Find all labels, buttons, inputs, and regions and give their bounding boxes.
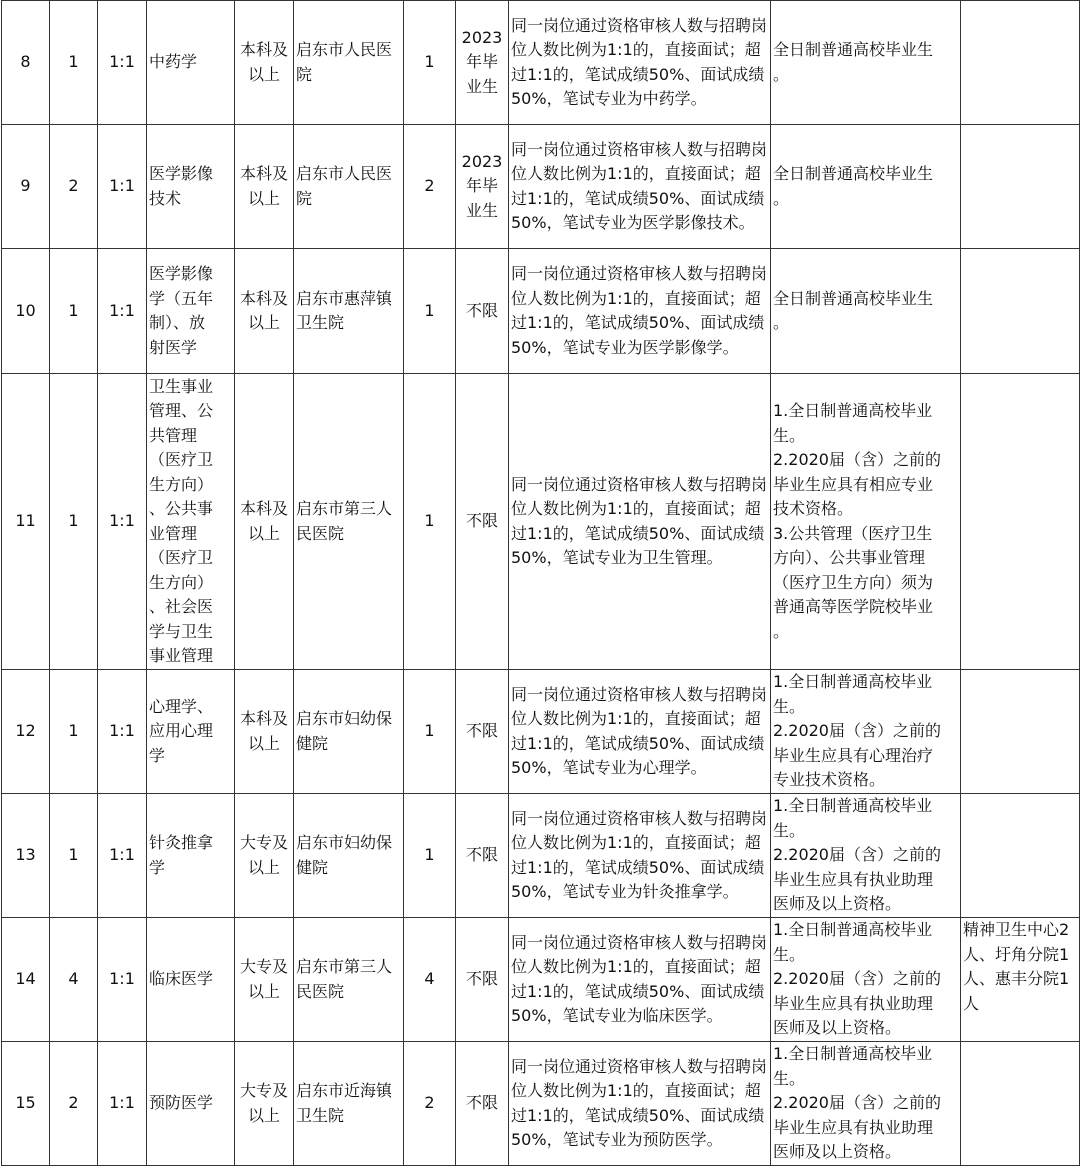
education-cell: 本科及 以上 [235, 125, 294, 249]
employer-cell: 启东市第三人 民医院 [294, 374, 404, 670]
major-cell: 中药学 [147, 1, 235, 125]
applicant-scope-cell: 不限 [456, 249, 509, 374]
notes-cell [961, 1042, 1080, 1166]
position-count-cell: 1 [404, 249, 456, 374]
applicant-scope-cell: 不限 [456, 918, 509, 1042]
applicant-scope-cell: 不限 [456, 670, 509, 794]
exam-method-cell: 同一岗位通过资格审核人数与招聘岗位人数比例为1:1的，直接面试；超过1:1的，笔试成绩50%、面试成绩50%，笔试专业为针灸推拿学。 [509, 794, 771, 918]
applicant-scope-cell: 不限 [456, 1042, 509, 1166]
hire-count-cell: 2 [50, 125, 98, 249]
applicant-scope-cell: 2023 年毕 业生 [456, 125, 509, 249]
major-cell: 预防医学 [147, 1042, 235, 1166]
position-count-cell: 2 [404, 1042, 456, 1166]
major-cell: 临床医学 [147, 918, 235, 1042]
post-number-cell: 14 [2, 918, 50, 1042]
hire-count-cell: 1 [50, 670, 98, 794]
exam-method-cell: 同一岗位通过资格审核人数与招聘岗位人数比例为1:1的，直接面试；超过1:1的，笔试成绩50%、面试成绩50%，笔试专业为医学影像学。 [509, 249, 771, 374]
position-count-cell: 1 [404, 374, 456, 670]
recruitment-table [1, 0, 1080, 1166]
requirements-cell: 全日制普通高校毕业生 。 [771, 125, 961, 249]
hire-count-cell: 1 [50, 794, 98, 918]
education-cell: 大专及 以上 [235, 794, 294, 918]
requirements-cell: 1.全日制普通高校毕业 生。 2.2020届（含）之前的 毕业生应具有执业助理 医师及以上资格。 [771, 1042, 961, 1166]
employer-cell: 启东市人民医 院 [294, 1, 404, 125]
exam-ratio-cell: 1:1 [98, 918, 147, 1042]
exam-method-cell: 同一岗位通过资格审核人数与招聘岗位人数比例为1:1的，直接面试；超过1:1的，笔试成绩50%、面试成绩50%，笔试专业为卫生管理。 [509, 374, 771, 670]
table-row [2, 670, 1080, 794]
notes-cell [961, 125, 1080, 249]
notes-cell [961, 670, 1080, 794]
major-cell: 医学影像 学（五年 制）、放 射医学 [147, 249, 235, 374]
table-row [2, 918, 1080, 1042]
requirements-cell: 1.全日制普通高校毕业 生。 2.2020届（含）之前的 毕业生应具有心理治疗 专业技术资格。 [771, 670, 961, 794]
major-cell: 心理学、 应用心理 学 [147, 670, 235, 794]
exam-ratio-cell: 1:1 [98, 125, 147, 249]
exam-ratio-cell: 1:1 [98, 670, 147, 794]
employer-cell: 启东市人民医 院 [294, 125, 404, 249]
education-cell: 本科及 以上 [235, 1, 294, 125]
major-cell: 卫生事业 管理、公 共管理 （医疗卫 生方向） 、公共事 业管理 （医疗卫 生方向） 、社会医 学与卫生 事业管理 [147, 374, 235, 670]
major-cell: 针灸推拿 学 [147, 794, 235, 918]
education-cell: 本科及 以上 [235, 374, 294, 670]
education-cell: 大专及 以上 [235, 1042, 294, 1166]
hire-count-cell: 1 [50, 1, 98, 125]
table-row [2, 249, 1080, 374]
table-row [2, 1, 1080, 125]
hire-count-cell: 1 [50, 249, 98, 374]
notes-cell [961, 249, 1080, 374]
requirements-cell: 全日制普通高校毕业生 。 [771, 1, 961, 125]
employer-cell: 启东市惠萍镇 卫生院 [294, 249, 404, 374]
position-count-cell: 1 [404, 794, 456, 918]
exam-method-cell: 同一岗位通过资格审核人数与招聘岗位人数比例为1:1的，直接面试；超过1:1的，笔试成绩50%、面试成绩50%，笔试专业为心理学。 [509, 670, 771, 794]
applicant-scope-cell: 不限 [456, 374, 509, 670]
post-number-cell: 15 [2, 1042, 50, 1166]
position-count-cell: 1 [404, 1, 456, 125]
employer-cell: 启东市妇幼保 健院 [294, 794, 404, 918]
requirements-cell: 1.全日制普通高校毕业 生。 2.2020届（含）之前的 毕业生应具有执业助理 医师及以上资格。 [771, 794, 961, 918]
employer-cell: 启东市第三人 民医院 [294, 918, 404, 1042]
exam-method-cell: 同一岗位通过资格审核人数与招聘岗位人数比例为1:1的，直接面试；超过1:1的，笔试成绩50%、面试成绩50%，笔试专业为中药学。 [509, 1, 771, 125]
notes-cell: 精神卫生中心2 人、圩角分院1 人、惠丰分院1 人 [961, 918, 1080, 1042]
requirements-cell: 1.全日制普通高校毕业 生。 2.2020届（含）之前的 毕业生应具有执业助理 医师及以上资格。 [771, 918, 961, 1042]
exam-method-cell: 同一岗位通过资格审核人数与招聘岗位人数比例为1:1的，直接面试；超过1:1的，笔试成绩50%、面试成绩50%，笔试专业为预防医学。 [509, 1042, 771, 1166]
education-cell: 本科及 以上 [235, 670, 294, 794]
notes-cell [961, 794, 1080, 918]
hire-count-cell: 4 [50, 918, 98, 1042]
notes-cell [961, 374, 1080, 670]
major-cell: 医学影像 技术 [147, 125, 235, 249]
applicant-scope-cell: 不限 [456, 794, 509, 918]
post-number-cell: 11 [2, 374, 50, 670]
table-row [2, 1042, 1080, 1166]
hire-count-cell: 1 [50, 374, 98, 670]
post-number-cell: 9 [2, 125, 50, 249]
hire-count-cell: 2 [50, 1042, 98, 1166]
exam-ratio-cell: 1:1 [98, 1, 147, 125]
table-row [2, 374, 1080, 670]
post-number-cell: 8 [2, 1, 50, 125]
post-number-cell: 12 [2, 670, 50, 794]
post-number-cell: 13 [2, 794, 50, 918]
requirements-cell: 1.全日制普通高校毕业 生。 2.2020届（含）之前的 毕业生应具有相应专业 技术资格。 3.公共管理（医疗卫生 方向）、公共事业管理 （医疗卫生方向）须为 普通高等医学院校毕业 。 [771, 374, 961, 670]
position-count-cell: 1 [404, 670, 456, 794]
position-count-cell: 4 [404, 918, 456, 1042]
notes-cell [961, 1, 1080, 125]
position-count-cell: 2 [404, 125, 456, 249]
table-row [2, 125, 1080, 249]
education-cell: 本科及 以上 [235, 249, 294, 374]
employer-cell: 启东市妇幼保 健院 [294, 670, 404, 794]
table-row [2, 794, 1080, 918]
exam-method-cell: 同一岗位通过资格审核人数与招聘岗位人数比例为1:1的，直接面试；超过1:1的，笔试成绩50%、面试成绩50%，笔试专业为医学影像技术。 [509, 125, 771, 249]
post-number-cell: 10 [2, 249, 50, 374]
requirements-cell: 全日制普通高校毕业生 。 [771, 249, 961, 374]
exam-ratio-cell: 1:1 [98, 249, 147, 374]
exam-ratio-cell: 1:1 [98, 794, 147, 918]
education-cell: 大专及 以上 [235, 918, 294, 1042]
applicant-scope-cell: 2023 年毕 业生 [456, 1, 509, 125]
exam-ratio-cell: 1:1 [98, 1042, 147, 1166]
exam-ratio-cell: 1:1 [98, 374, 147, 670]
employer-cell: 启东市近海镇 卫生院 [294, 1042, 404, 1166]
exam-method-cell: 同一岗位通过资格审核人数与招聘岗位人数比例为1:1的，直接面试；超过1:1的，笔试成绩50%、面试成绩50%，笔试专业为临床医学。 [509, 918, 771, 1042]
